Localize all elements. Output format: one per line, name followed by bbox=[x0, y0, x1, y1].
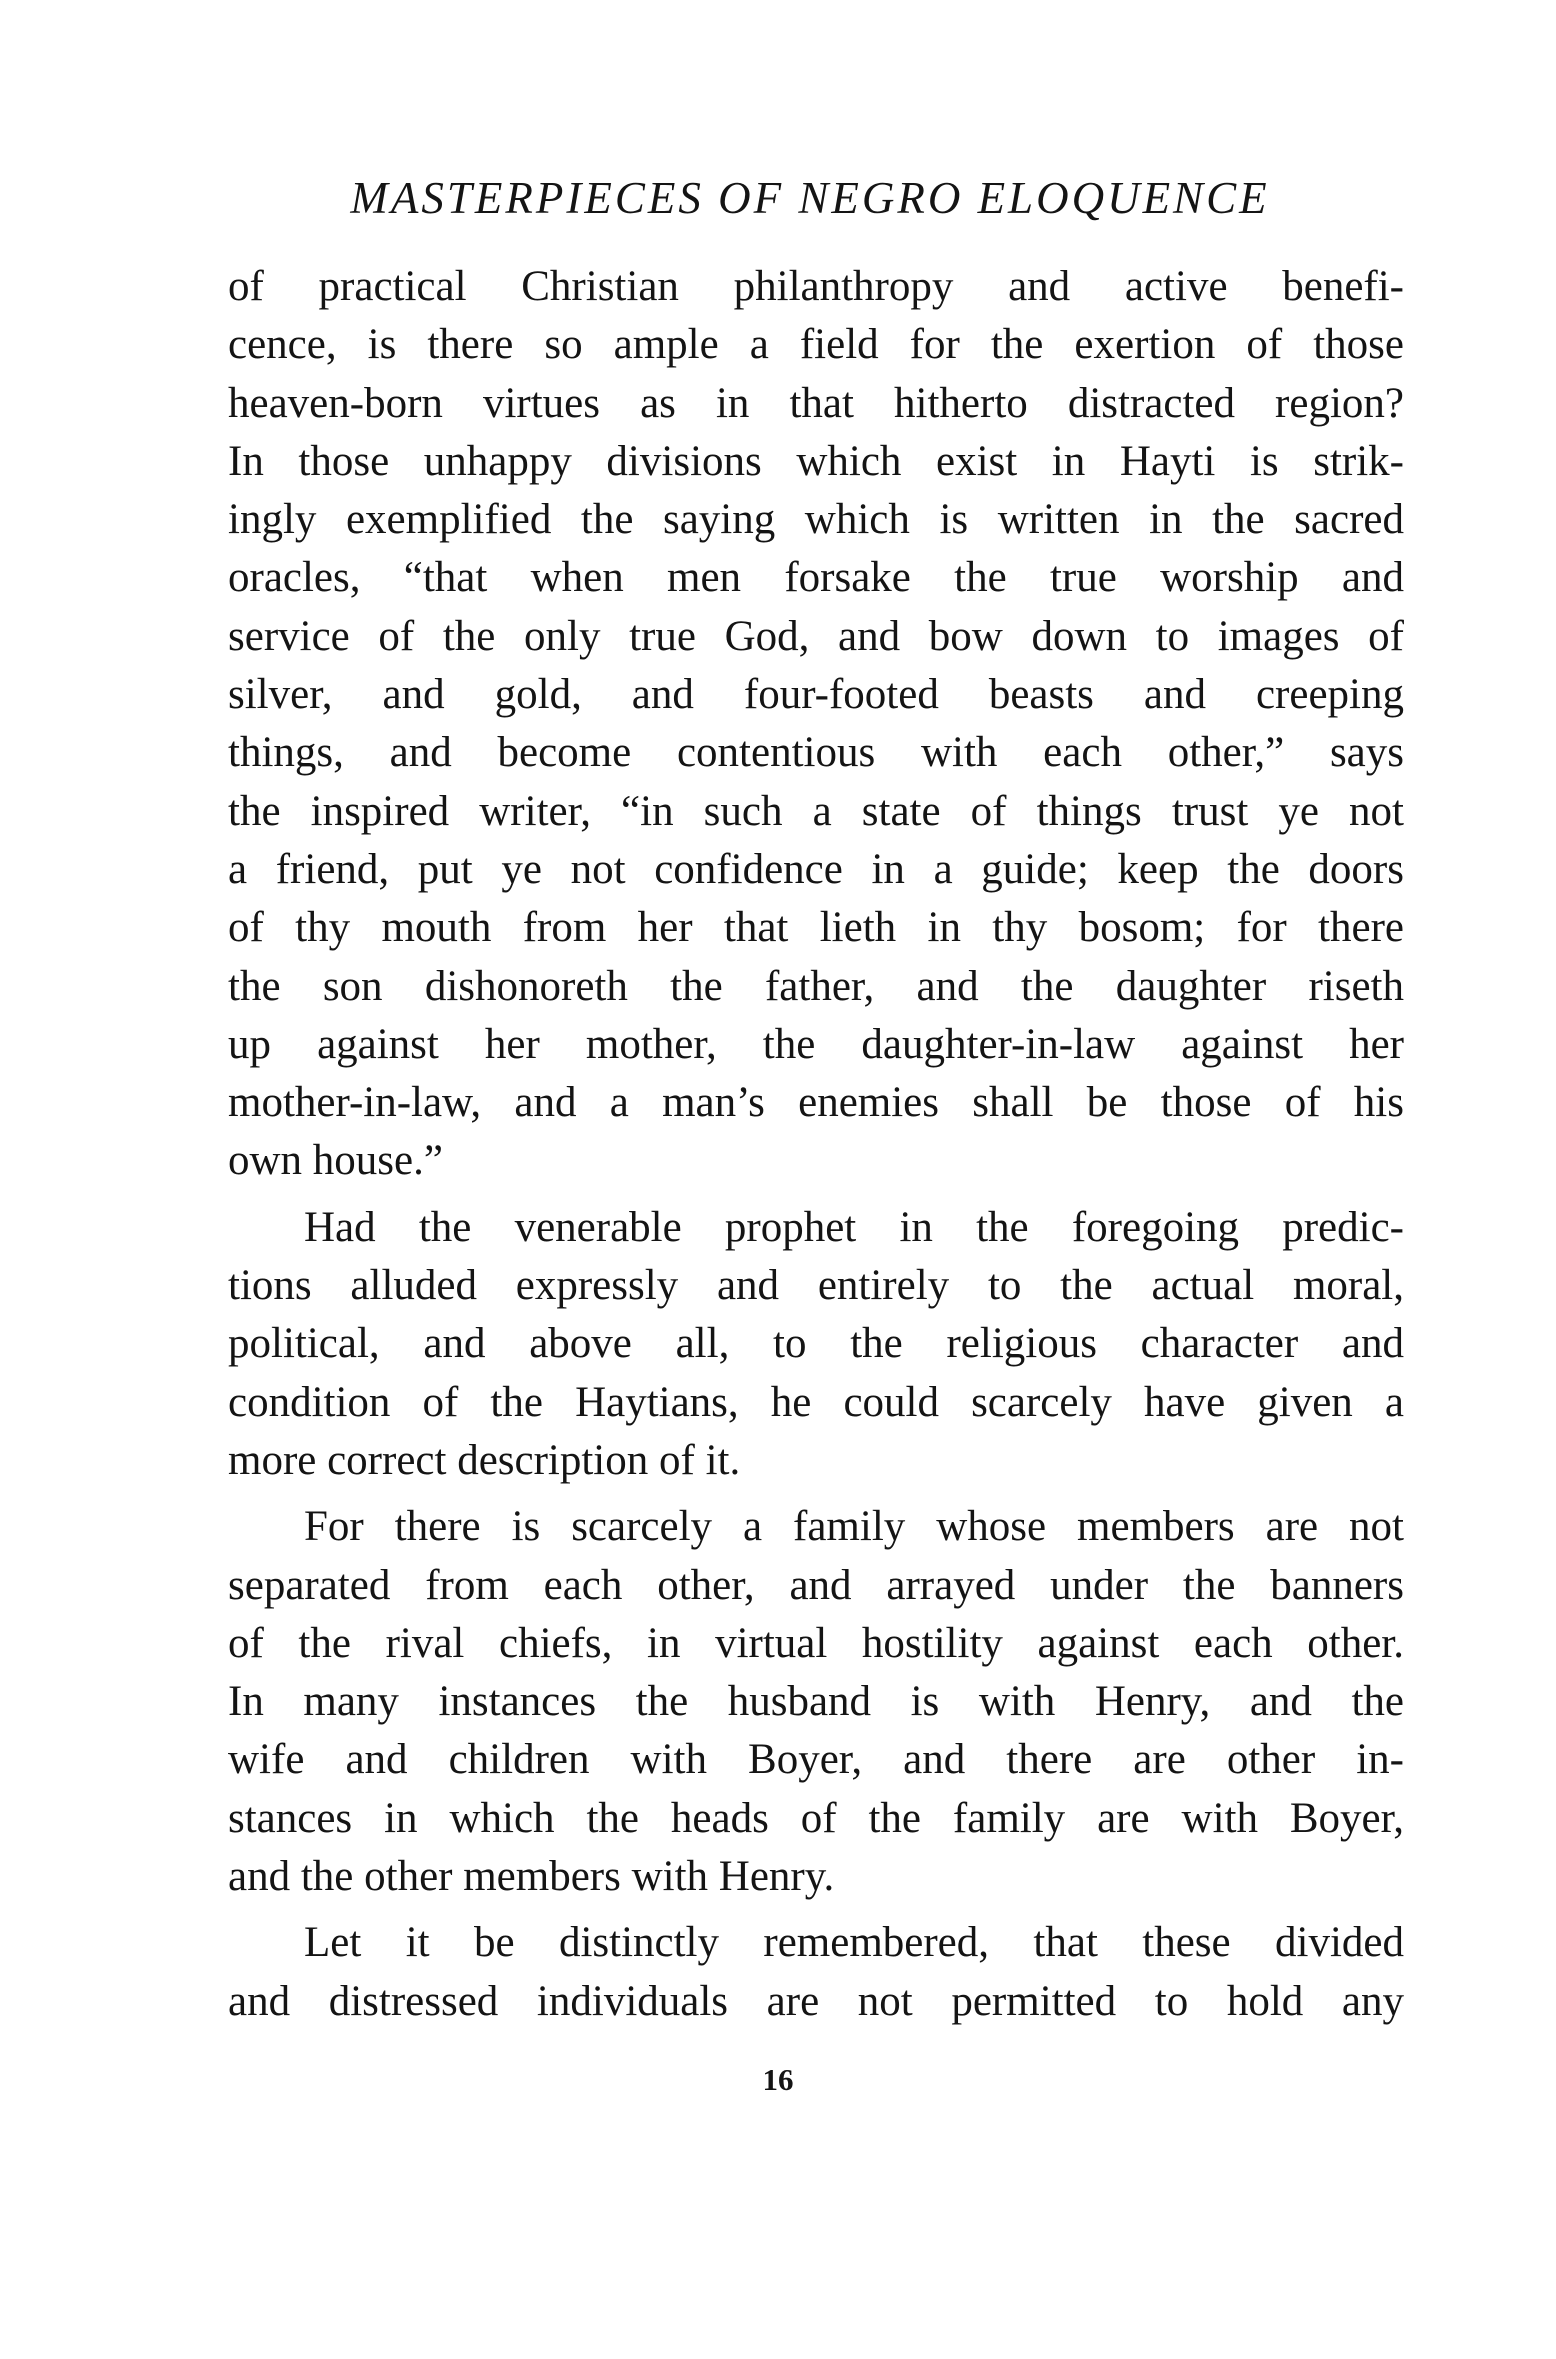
text-line: own house.” bbox=[228, 1137, 443, 1185]
text-line: wife and children with Boyer, and there are other in- bbox=[228, 1736, 1404, 1784]
text-line: up against her mother, the daughter-in-law against her bbox=[228, 1020, 1404, 1068]
paragraph-4 bbox=[228, 1914, 1404, 2031]
text-line: oracles, “that when men forsake the true worship and bbox=[228, 554, 1404, 602]
text-line: the inspired writer, “in such a state of things trust ye not bbox=[228, 787, 1404, 835]
text-line: In those unhappy divisions which exist in Hayti is strik- bbox=[228, 437, 1404, 485]
running-head: MASTERPIECES OF NEGRO ELOQUENCE bbox=[350, 173, 1270, 223]
text-line: Let it be distinctly remembered, that these divided bbox=[304, 1919, 1404, 1967]
text-line: In many instances the husband is with Henry, and the bbox=[228, 1678, 1404, 1726]
text-line: mother-in-law, and a man’s enemies shall be those of his bbox=[228, 1079, 1404, 1127]
text-line: service of the only true God, and bow down to images of bbox=[228, 612, 1404, 660]
text-line: For there is scarcely a family whose members are not bbox=[304, 1503, 1404, 1551]
text-line: tions alluded expressly and entirely to the actual moral, bbox=[228, 1262, 1404, 1310]
text-line: the son dishonoreth the father, and the daughter riseth bbox=[228, 962, 1404, 1010]
paragraph-1 bbox=[228, 258, 1404, 1191]
text-line: condition of the Haytians, he could scarcely have given a bbox=[228, 1378, 1404, 1426]
text-line: a friend, put ye not confidence in a guide; keep the doors bbox=[228, 845, 1404, 893]
text-line: Had the venerable prophet in the foregoing predic- bbox=[304, 1203, 1404, 1251]
text-line: ingly exemplified the saying which is written in the sacred bbox=[228, 496, 1404, 544]
text-line: stances in which the heads of the family are with Boyer, bbox=[228, 1794, 1404, 1842]
text-line: of practical Christian philanthropy and active benefi- bbox=[228, 263, 1404, 310]
text-line: cence, is there so ample a field for the exertion of those bbox=[228, 321, 1404, 369]
text-line: things, and become contentious with each other,” says bbox=[228, 729, 1404, 777]
paragraph-3 bbox=[228, 1498, 1404, 1906]
text-line: silver, and gold, and four-footed beasts and creeping bbox=[228, 671, 1404, 719]
text-line: of thy mouth from her that lieth in thy bosom; for there bbox=[228, 904, 1404, 952]
text-line: separated from each other, and arrayed under the banners bbox=[228, 1561, 1404, 1609]
text-line: of the rival chiefs, in virtual hostility against each other. bbox=[228, 1619, 1404, 1667]
text-line: more correct description of it. bbox=[228, 1436, 741, 1484]
text-line: political, and above all, to the religious character and bbox=[228, 1320, 1404, 1368]
body-text bbox=[228, 258, 1404, 2031]
text-line: heaven-born virtues as in that hitherto distracted region? bbox=[228, 379, 1404, 427]
page-number: 16 bbox=[762, 2062, 794, 2097]
text-line: and the other members with Henry. bbox=[228, 1853, 835, 1901]
paragraph-2 bbox=[228, 1199, 1404, 1490]
text-line: and distressed individuals are not permitted to hold any bbox=[228, 1977, 1404, 2025]
